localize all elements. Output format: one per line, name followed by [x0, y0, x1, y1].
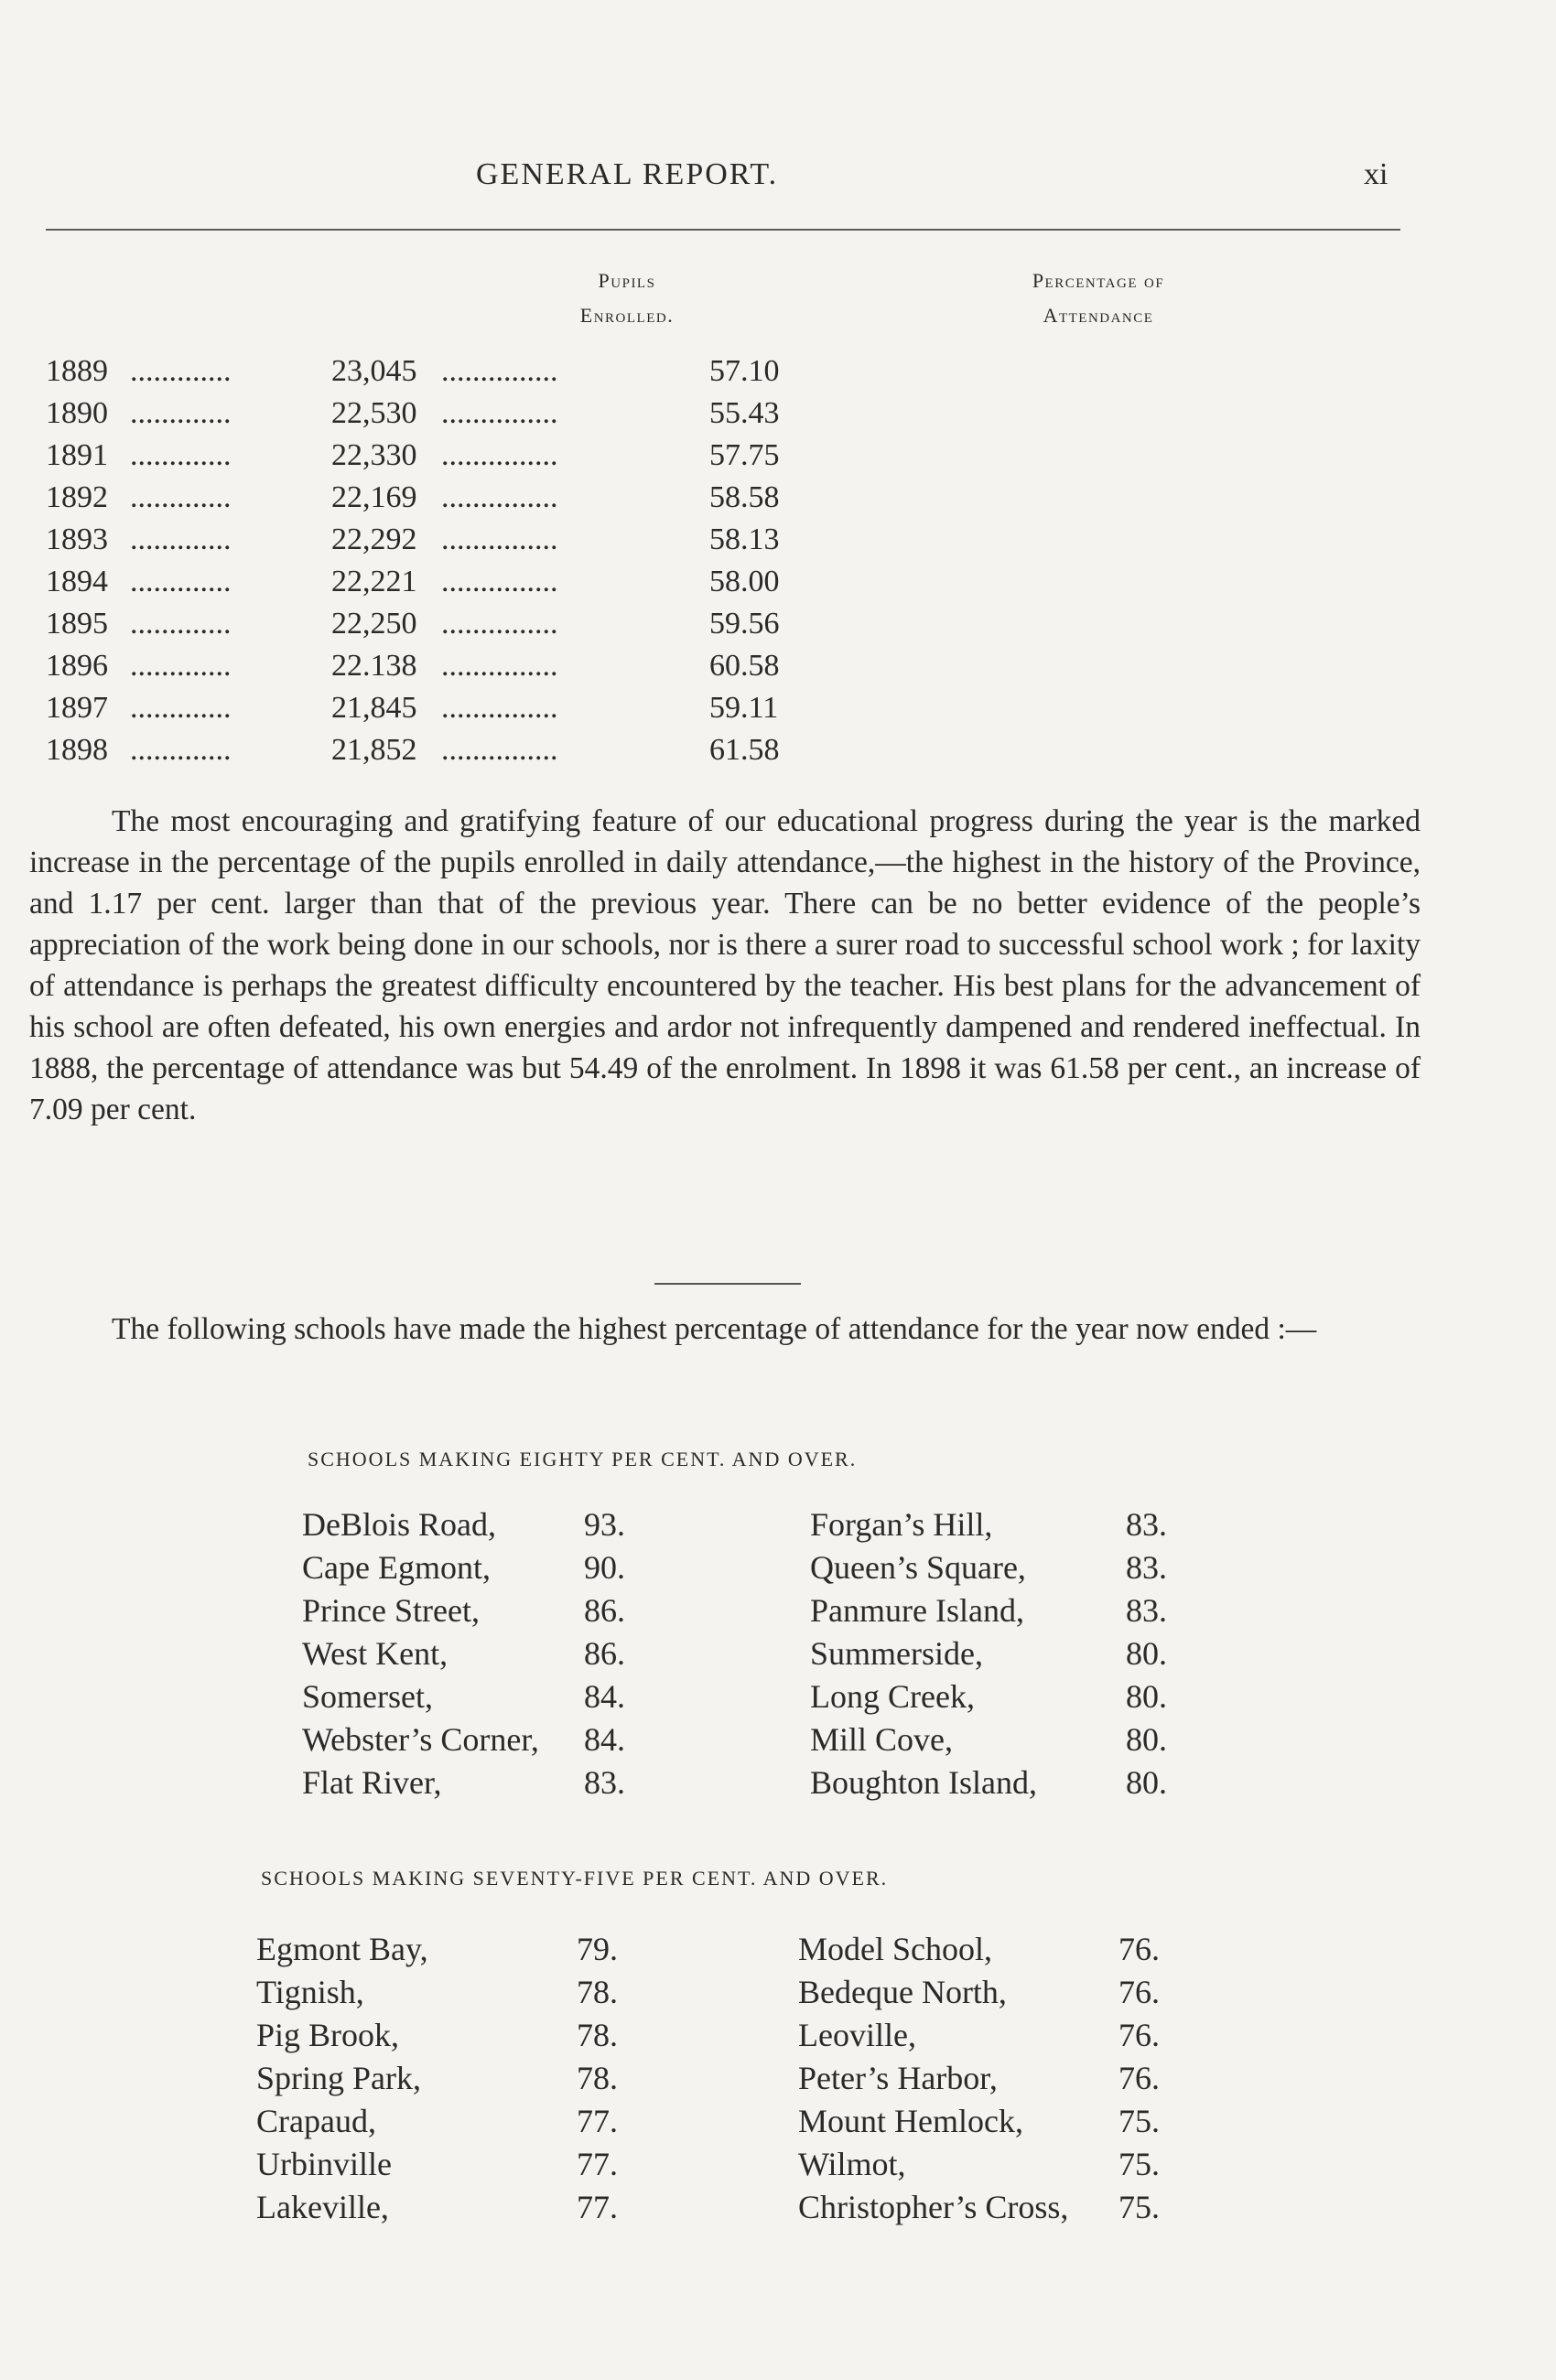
school-percentage: 76. — [1118, 2060, 1160, 2096]
dot-leader: ............. — [130, 607, 232, 641]
school-percentage: 77. — [577, 2103, 618, 2139]
table-row — [46, 687, 1144, 729]
percentage-cell: 55.43 — [709, 396, 780, 430]
section-heading-eighty: SCHOOLS MAKING EIGHTY PER CENT. AND OVER. — [308, 1448, 858, 1470]
school-percentage: 76. — [1118, 1931, 1160, 1967]
school-name: Tignish, — [256, 1974, 364, 2010]
school-name: Christopher’s Cross, — [798, 2189, 1069, 2225]
percentage-cell: 58.13 — [709, 522, 780, 556]
school-percentage: 86. — [584, 1635, 625, 1672]
percentage-cell: 59.11 — [709, 691, 779, 725]
school-name: Leoville, — [798, 2017, 916, 2053]
column-header-line: Pupils — [598, 269, 656, 292]
school-name: DeBlois Road, — [302, 1506, 496, 1543]
attendance-statistics-table — [46, 350, 1144, 771]
dot-leader: ............... — [441, 607, 558, 641]
dot-leader: ............... — [441, 438, 558, 472]
school-percentage: 78. — [577, 2017, 618, 2053]
school-percentage: 76. — [1118, 2017, 1160, 2053]
school-percentage: 84. — [584, 1678, 625, 1715]
school-percentage: 77. — [577, 2189, 618, 2225]
school-percentage: 84. — [584, 1721, 625, 1758]
school-percentage: 75. — [1118, 2189, 1160, 2225]
year-cell: 1892 — [46, 480, 108, 514]
dot-leader: ............. — [130, 522, 232, 556]
percentage-cell: 61.58 — [709, 733, 780, 767]
year-cell: 1890 — [46, 396, 108, 430]
school-name: Forgan’s Hill, — [810, 1506, 993, 1543]
school-name: Prince Street, — [302, 1592, 480, 1629]
school-name: Pig Brook, — [256, 2017, 400, 2053]
dot-leader: ............. — [130, 396, 232, 430]
school-name: Summerside, — [810, 1635, 983, 1672]
school-name: Mount Hemlock, — [798, 2103, 1023, 2139]
running-head: GENERAL REPORT. — [476, 157, 779, 191]
percentage-cell: 60.58 — [709, 649, 780, 683]
school-percentage: 90. — [584, 1549, 625, 1586]
page-number: xi — [1364, 157, 1389, 191]
enrolled-cell: 22,250 — [331, 607, 417, 641]
school-name: Peter’s Harbor, — [798, 2060, 998, 2096]
year-cell: 1889 — [46, 354, 108, 388]
school-name: Mill Cove, — [810, 1721, 954, 1758]
school-percentage: 93. — [584, 1506, 625, 1543]
year-cell: 1893 — [46, 522, 108, 556]
school-percentage: 77. — [577, 2146, 618, 2182]
dot-leader: ............... — [441, 354, 558, 388]
school-name: Panmure Island, — [810, 1592, 1024, 1629]
enrolled-cell: 21,845 — [331, 691, 417, 725]
table-row — [46, 350, 1144, 393]
column-header-line: Percentage of — [1032, 269, 1165, 292]
dot-leader: ............. — [130, 649, 232, 683]
year-cell: 1895 — [46, 607, 108, 641]
school-name: Model School, — [798, 1931, 992, 1967]
percentage-cell: 59.56 — [709, 607, 780, 641]
enrolled-cell: 21,852 — [331, 733, 417, 767]
school-percentage: 75. — [1118, 2103, 1160, 2139]
dot-leader: ............... — [441, 565, 558, 598]
school-percentage: 80. — [1126, 1635, 1167, 1672]
school-name: Queen’s Square, — [810, 1549, 1026, 1586]
dot-leader: ............... — [441, 691, 558, 725]
table-row — [46, 729, 1144, 771]
dot-leader: ............. — [130, 691, 232, 725]
dot-leader: ............. — [130, 438, 232, 472]
year-cell: 1898 — [46, 733, 108, 767]
dot-leader: ............... — [441, 396, 558, 430]
dot-leader: ............... — [441, 733, 558, 767]
school-percentage: 80. — [1126, 1764, 1167, 1801]
school-percentage: 75. — [1118, 2146, 1160, 2182]
year-cell: 1897 — [46, 691, 108, 725]
school-percentage: 83. — [1126, 1549, 1167, 1586]
school-name: Flat River, — [302, 1764, 442, 1801]
school-name: Lakeville, — [256, 2189, 389, 2225]
school-name: Webster’s Corner, — [302, 1721, 539, 1758]
school-percentage: 76. — [1118, 1974, 1160, 2010]
school-percentage: 80. — [1126, 1721, 1167, 1758]
enrolled-cell: 22.138 — [331, 649, 417, 683]
percentage-cell: 58.58 — [709, 480, 780, 514]
enrolled-cell: 22,169 — [331, 480, 417, 514]
column-header-percentage-attendance — [952, 264, 1245, 333]
enrolled-cell: 22,330 — [331, 438, 417, 472]
school-name: Boughton Island, — [810, 1764, 1037, 1801]
school-percentage: 83. — [1126, 1506, 1167, 1543]
enrolled-cell: 23,045 — [331, 354, 417, 388]
table-row — [46, 561, 1144, 603]
dot-leader: ............. — [130, 354, 232, 388]
school-percentage: 83. — [1126, 1592, 1167, 1629]
school-percentage: 79. — [577, 1931, 618, 1967]
dot-leader: ............. — [130, 565, 232, 598]
year-cell: 1896 — [46, 649, 108, 683]
intro-paragraph: The following schools have made the highest percentage of attendance for the year now ended :— — [112, 1312, 1317, 1346]
dot-leader: ............... — [441, 649, 558, 683]
table-row — [46, 393, 1144, 435]
dot-leader: ............. — [130, 480, 232, 514]
table-row — [46, 477, 1144, 519]
table-row — [46, 645, 1144, 687]
dot-leader: ............. — [130, 733, 232, 767]
school-name: Bedeque North, — [798, 1974, 1007, 2010]
school-name: Crapaud, — [256, 2103, 376, 2139]
dot-leader: ............... — [441, 522, 558, 556]
percentage-cell: 57.10 — [709, 354, 780, 388]
school-name: Cape Egmont, — [302, 1549, 491, 1586]
percentage-cell: 57.75 — [709, 438, 780, 472]
dot-leader: ............... — [441, 480, 558, 514]
table-row — [46, 603, 1144, 645]
percentage-cell: 58.00 — [709, 565, 780, 598]
year-cell: 1894 — [46, 565, 108, 598]
school-percentage: 78. — [577, 1974, 618, 2010]
school-percentage: 78. — [577, 2060, 618, 2096]
section-divider — [654, 1283, 801, 1285]
column-header-line: Attendance — [1043, 304, 1154, 327]
school-name: Wilmot, — [798, 2146, 906, 2182]
school-name: Spring Park, — [256, 2060, 421, 2096]
section-heading-seventy-five: SCHOOLS MAKING SEVENTY-FIVE PER CENT. AND OVER. — [261, 1867, 889, 1890]
year-cell: 1891 — [46, 438, 108, 472]
enrolled-cell: 22,530 — [331, 396, 417, 430]
school-percentage: 86. — [584, 1592, 625, 1629]
enrolled-cell: 22,292 — [331, 522, 417, 556]
column-header-pupils-enrolled — [508, 264, 746, 333]
table-row — [46, 435, 1144, 477]
school-percentage: 83. — [584, 1764, 625, 1801]
school-name: Egmont Bay, — [256, 1931, 428, 1967]
body-paragraph — [29, 801, 1421, 1130]
enrolled-cell: 22,221 — [331, 565, 417, 598]
school-name: West Kent, — [302, 1635, 448, 1672]
school-name: Somerset, — [302, 1678, 433, 1715]
school-name: Long Creek, — [810, 1678, 975, 1715]
paragraph-text: The most encouraging and gratifying feature of our educational progress during the year is the marked increase in the percentage of the pupils enrolled in daily attendance,—the highest in the history of the Province, and 1.17 per cent. larger than that of the previous year. There can be no better evidence of the people’s appreciation of the work being done in our schools, nor is there a surer road to successful school work ; for laxity of attendance is perhaps the greatest difficulty encountered by the teacher. His best plans for the advancement of his school are often defeated, his own energies and ardor not infrequently dampened and rendered ineffectual. In 1888, the percentage of attendance was but 54.49 of the enrolment. In 1898 it was 61.58 per cent., an increase of 7.09 per cent. — [29, 804, 1421, 1126]
school-percentage: 80. — [1126, 1678, 1167, 1715]
header-rule — [46, 229, 1400, 231]
school-name: Urbinville — [256, 2146, 392, 2182]
table-row — [46, 519, 1144, 561]
column-header-line: Enrolled. — [579, 304, 675, 327]
